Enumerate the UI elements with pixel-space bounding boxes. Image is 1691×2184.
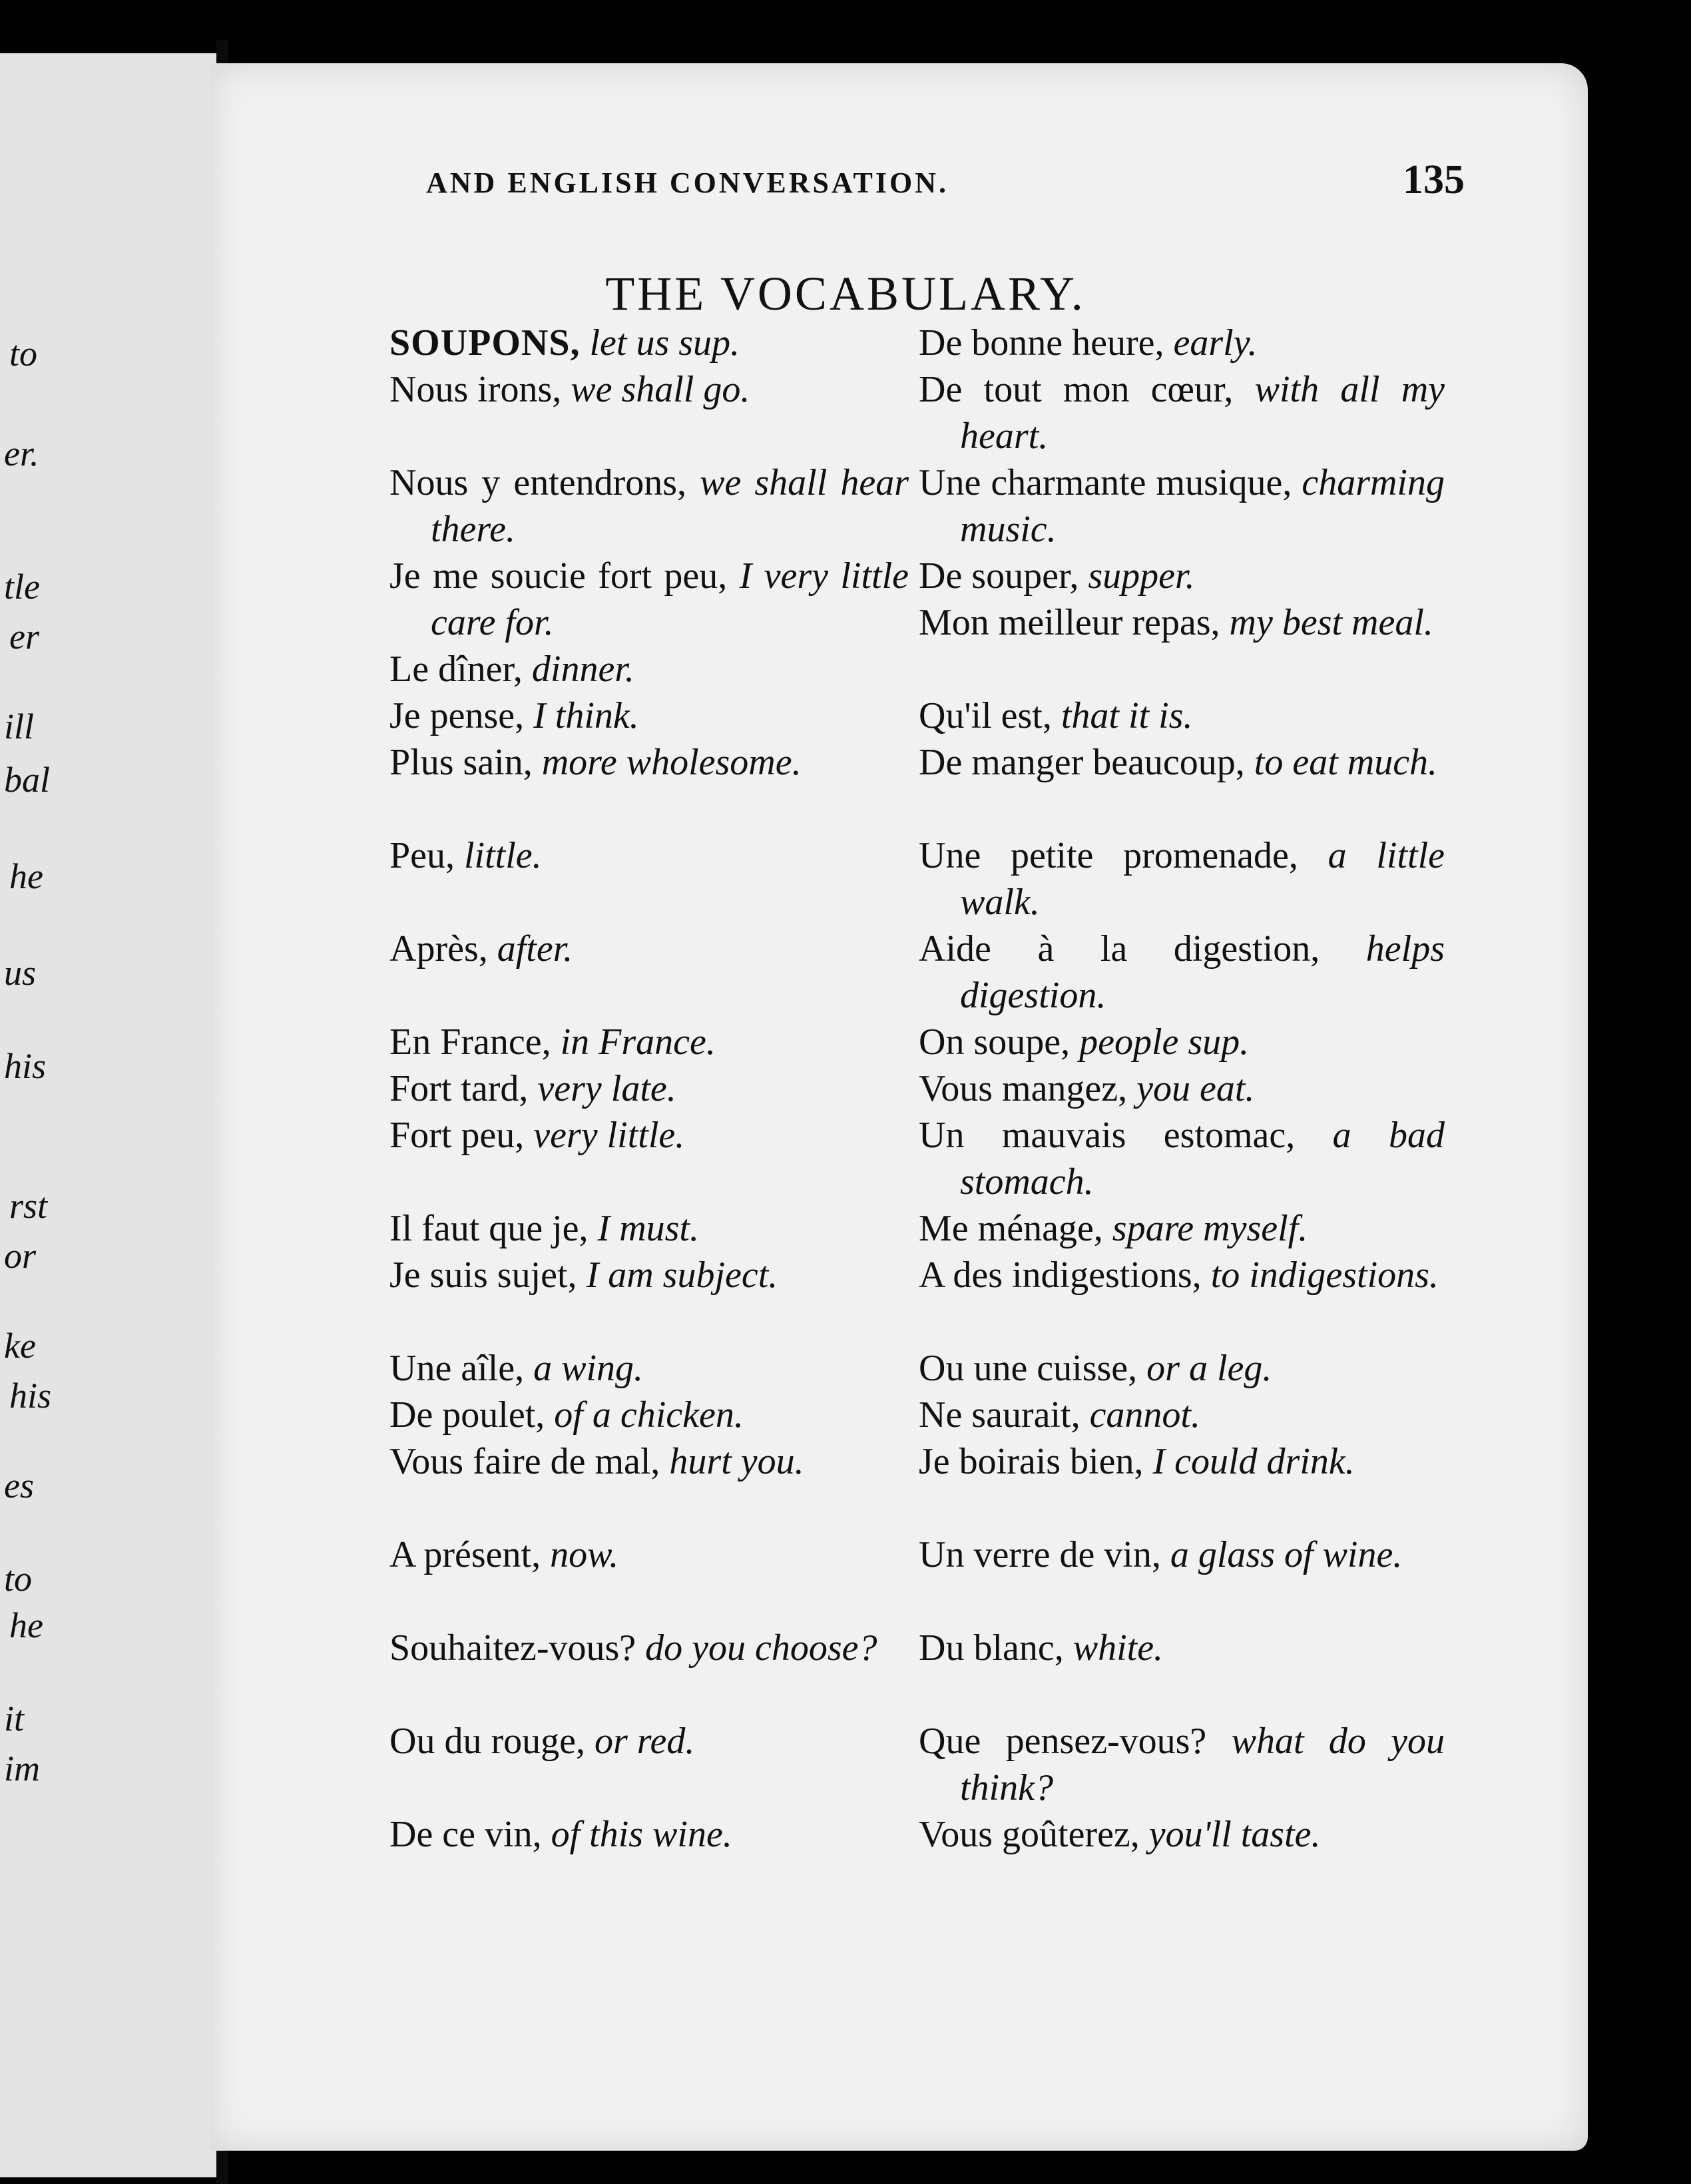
english-translation: I could drink. [1152,1441,1355,1482]
english-translation: charming music. [960,462,1445,550]
english-translation: do you choose? [645,1627,877,1669]
vocabulary-entry [389,1718,909,1765]
english-translation: white. [1073,1627,1164,1669]
french-term: A présent, [389,1534,541,1575]
french-term: Un verre de vin, [919,1534,1161,1575]
french-term: Qu'il est, [919,695,1052,736]
english-translation: spare myself. [1112,1208,1308,1249]
french-term: Le dîner, [389,649,523,690]
vocabulary-entry [389,1205,909,1252]
english-translation: or red. [594,1721,695,1762]
vocabulary-entry [389,1531,909,1578]
facing-page-fragment: to [4,1559,33,1599]
french-term: Vous goûterez, [919,1814,1140,1855]
english-translation: now. [550,1534,619,1575]
french-term: Nous y entendrons, [389,462,687,503]
english-translation: what do you think? [960,1721,1445,1808]
english-translation: we shall hear there. [431,462,909,550]
english-translation: of this wine. [551,1814,732,1855]
english-translation: with all my heart. [960,369,1445,457]
english-translation: my best meal. [1229,602,1433,643]
french-term: Fort tard, [389,1068,529,1109]
vocabulary-entry [389,1112,909,1159]
english-translation: little. [464,835,542,876]
page-header [426,156,1465,216]
vocabulary-entry [389,1345,909,1392]
facing-page-fragment: his [4,1046,47,1086]
french-term: De tout mon cœur, [919,369,1234,410]
french-term: Plus sain, [389,742,533,783]
vocabulary-entry [919,1205,1445,1252]
french-term: Une petite promenade, [919,835,1298,876]
french-term: On soupe, [919,1021,1071,1063]
facing-page-fragment: rst [9,1186,48,1226]
vocabulary-entry [389,1811,909,1858]
english-translation: a little walk. [960,835,1445,923]
facing-page-fragment: tle [4,567,40,607]
facing-page-fragment: or [4,1236,37,1276]
english-translation: hurt you. [669,1441,804,1482]
section-title: THE VOCABULARY. [605,267,1086,320]
vocabulary-entry [389,646,909,692]
english-translation: we shall go. [571,369,750,410]
english-translation: early. [1173,322,1258,364]
vocabulary-entry [919,1345,1445,1392]
french-term: De ce vin, [389,1814,542,1855]
facing-page-fragment: he [9,1605,43,1645]
vocabulary-entry [389,366,909,413]
vocabulary-entry [389,1392,909,1438]
vocabulary-entry [389,832,909,879]
english-translation: I must. [597,1208,699,1249]
vocabulary-entry [389,553,909,646]
french-term: De poulet, [389,1394,545,1436]
english-translation: I think. [533,695,639,736]
english-translation: more wholesome. [541,742,802,783]
french-term: Nous irons, [389,369,562,410]
facing-page-fragment: to [9,334,38,374]
facing-page-fragment: he [9,856,43,896]
english-translation: I very little care for. [431,555,909,643]
vocabulary-entry [919,1019,1445,1065]
vocabulary-entry [389,459,909,553]
french-term: Fort peu, [389,1115,525,1156]
english-translation: to eat much. [1254,742,1438,783]
french-term: Du blanc, [919,1627,1064,1669]
english-translation: dinner. [531,649,634,690]
english-translation: let us sup. [589,322,740,364]
facing-page-fragment: er. [4,433,39,473]
french-term: Me ménage, [919,1208,1103,1249]
running-head: AND ENGLISH CONVERSATION. [426,166,949,199]
vocabulary-entry [919,1392,1445,1438]
vocabulary-entry [389,1252,909,1298]
vocabulary-entry [389,1065,909,1112]
vocabulary-entry [389,926,909,972]
facing-page-fragment: es [4,1466,34,1505]
french-term: Vous mangez, [919,1068,1128,1109]
vocabulary-entry [919,1718,1445,1811]
french-term: Je pense, [389,695,525,736]
vocabulary-entry [919,1065,1445,1112]
english-translation: I am subject. [586,1254,778,1296]
english-translation: supper. [1088,555,1195,597]
facing-page-fragment: us [4,953,37,993]
french-term: Vous faire de mal, [389,1441,660,1482]
french-term: Que pensez-vous? [919,1721,1207,1762]
french-term: Je me soucie fort peu, [389,555,728,597]
english-translation: after. [497,928,573,969]
vocabulary-entry [919,459,1445,553]
vocabulary-entry [919,1531,1445,1578]
french-term: En France, [389,1021,551,1063]
vocabulary-entry [389,692,909,739]
french-term: Aide à la digestion, [919,928,1320,969]
facing-page-fragment: his [9,1376,52,1416]
page-number: 135 [1403,157,1465,202]
french-term: Un mauvais estomac, [919,1115,1296,1156]
vocabulary-entry [919,1811,1445,1858]
english-translation: in France. [560,1021,716,1063]
english-translation: or a leg. [1146,1348,1272,1389]
french-term: Mon meilleur repas, [919,602,1220,643]
vocabulary-entry [389,1625,909,1671]
french-term: SOUPONS, [389,322,581,364]
english-translation: a glass of wine. [1170,1534,1403,1575]
english-translation: people sup. [1079,1021,1250,1063]
french-term: Il faut que je, [389,1208,589,1249]
english-translation: very little. [533,1115,685,1156]
vocabulary-entry [919,1625,1445,1671]
english-translation: to indigestions. [1210,1254,1439,1296]
french-term: Je boirais bien, [919,1441,1144,1482]
english-translation: helps digestion. [960,928,1445,1016]
vocabulary-entry [389,1438,909,1485]
vocabulary-entry [389,320,909,366]
vocabulary-entry [919,553,1445,599]
french-term: De bonne heure, [919,322,1164,364]
french-term: A des indigestions, [919,1254,1202,1296]
english-translation: that it is. [1061,695,1193,736]
facing-page-fragment: ill [4,706,35,746]
facing-page-fragment: er [9,617,39,657]
facing-page-fragment: bal [4,760,51,800]
vocabulary-entry [919,1112,1445,1205]
facing-page-fragment: im [4,1749,40,1788]
vocabulary-entry [919,320,1445,366]
english-translation: you'll taste. [1148,1814,1321,1855]
english-translation: a wing. [533,1348,644,1389]
french-term: Peu, [389,835,455,876]
vocabulary-entry [919,1252,1445,1298]
english-translation: of a chicken. [554,1394,744,1436]
french-term: De manger beaucoup, [919,742,1245,783]
french-term: Une charmante musique, [919,462,1292,503]
vocabulary-entry [389,1019,909,1065]
french-term: Ou une cuisse, [919,1348,1138,1389]
vocabulary-entry [919,926,1445,1019]
french-term: Une aîle, [389,1348,525,1389]
vocabulary-entry [919,1438,1445,1485]
vocabulary-entry [389,739,909,786]
french-term: Ne saurait, [919,1394,1081,1436]
facing-page-text-fragments [0,53,216,2177]
vocabulary-entry [919,739,1445,786]
vocabulary-entry [919,599,1445,646]
vocabulary-entry [919,366,1445,459]
facing-page-fragment: ke [4,1326,36,1366]
french-term: Je suis sujet, [389,1254,577,1296]
facing-page-fragment: it [4,1699,25,1739]
english-translation: you eat. [1136,1068,1255,1109]
french-term: Après, [389,928,488,969]
english-translation: cannot. [1089,1394,1200,1436]
vocabulary-entry [919,832,1445,926]
vocabulary-entry [919,692,1445,739]
french-term: Souhaitez-vous? [389,1627,636,1669]
french-term: De souper, [919,555,1079,597]
english-translation: very late. [537,1068,676,1109]
french-term: Ou du rouge, [389,1721,585,1762]
english-translation: a bad stomach. [960,1115,1445,1203]
facing-page-edge [0,53,216,2177]
